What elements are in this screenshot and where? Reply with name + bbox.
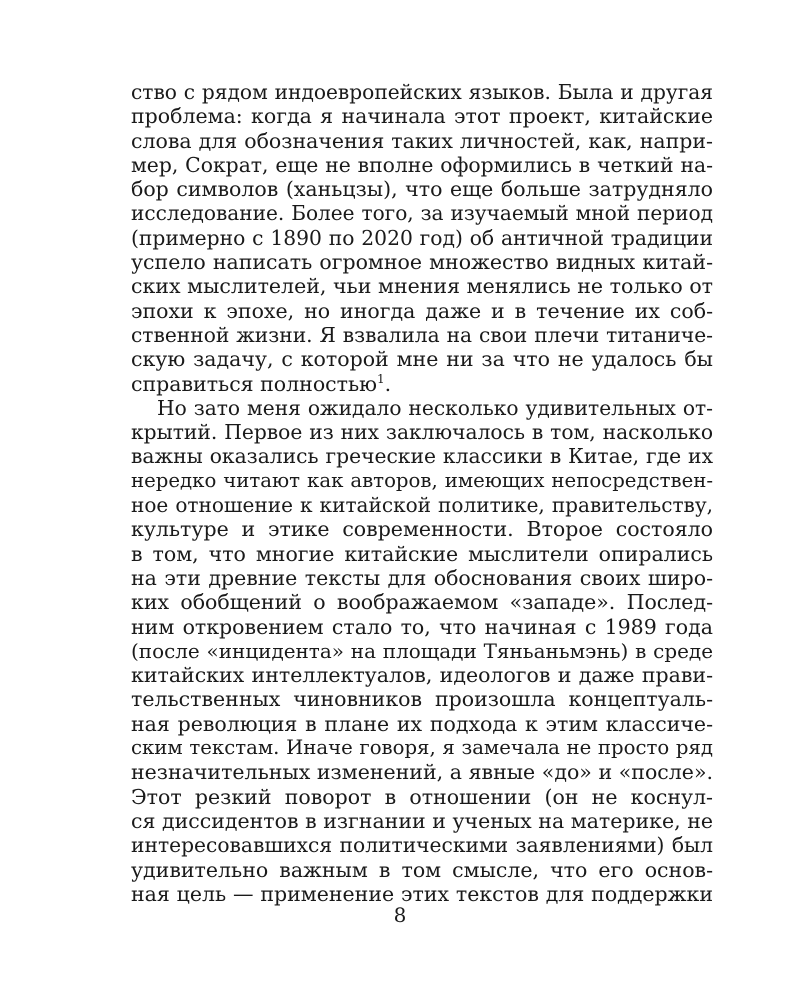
text-line: ство с рядом индоевропейских языков. Была и другая	[131, 80, 713, 104]
text-line: ственной жизни. Я взвалила на свои плечи титаниче-	[131, 322, 713, 347]
page-body	[131, 80, 713, 906]
text-line: исследование. Более того, за изучаемый мной период	[131, 201, 713, 226]
text-line: в том, что многие китайские мыслители опирались	[131, 541, 713, 566]
text-line: ским текстам. Иначе говоря, я замечала не просто ряд	[131, 736, 713, 760]
text-line-last-text: справиться полностью	[131, 371, 377, 396]
text-line: культуре и этике современности. Второе состояло	[131, 517, 713, 542]
text-line: Этот резкий поворот в отношении (он не коснул-	[131, 784, 713, 809]
text-line: эпохи к эпохе, но иногда даже и в течение их соб-	[131, 298, 713, 323]
text-line: мер, Сократ, еще не вполне оформились в четкий на-	[131, 152, 713, 177]
text-line: нередко читают как авторов, имеющих непосредствен-	[131, 468, 713, 492]
text-line: ная революция в плане их подхода к этим классиче-	[131, 711, 713, 736]
text-line: ное отношение к китайской политике, правительству,	[131, 493, 713, 518]
text-line: на эти древние тексты для обоснования своих широ-	[131, 565, 713, 590]
text-line: ских мыслителей, чьи мнения менялись не только от	[131, 274, 713, 299]
text-line: успело написать огромное множество видных китай-	[131, 250, 713, 275]
page-number: 8	[393, 903, 407, 927]
text-line: (после «инцидента» на площади Тяньаньмэнь) в среде	[131, 638, 713, 663]
text-line: скую задачу, с которой мне ни за что не удалось бы	[131, 347, 713, 372]
text-line: интересовавшихся политическими заявлениями) был	[131, 833, 713, 858]
paragraph-1	[131, 80, 713, 396]
text-line-last-end: .	[384, 371, 392, 396]
text-line: китайских интеллектуалов, идеологов и даже прави-	[131, 663, 713, 688]
text-line-last	[131, 372, 713, 396]
text-line: ких обобщений о воображаемом «западе». Послед-	[131, 590, 713, 615]
text-line: крытий. Первое из них заключалось в том, насколько	[131, 420, 713, 445]
text-line: слова для обозначения таких личностей, как, напри-	[131, 128, 713, 153]
text-line: незначительных изменений, а явные «до» и «после».	[131, 760, 713, 785]
text-line: проблема: когда я начинала этот проект, китайские	[131, 104, 713, 129]
text-line: Но зато меня ожидало несколько удивительных от-	[157, 395, 713, 420]
paragraph-2	[131, 396, 713, 906]
text-line: важны оказались греческие классики в Китае, где их	[131, 444, 713, 469]
text-line: ним откровением стало то, что начиная с 1989 года	[131, 614, 713, 639]
text-line: тельственных чиновников произошла концептуаль-	[131, 687, 713, 712]
text-line: ся диссидентов в изгнании и ученых на материке, не	[131, 808, 713, 833]
text-line: удивительно важным в том смысле, что его основ-	[131, 857, 713, 882]
text-line: ная цель — применение этих текстов для поддержки	[131, 881, 713, 906]
text-line: (примерно с 1890 по 2020 год) об античной традиции	[131, 225, 713, 250]
footnote-reference[interactable]: 1	[377, 371, 385, 386]
text-line: бор символов (ханьцзы), что еще больше затрудняло	[131, 177, 713, 202]
